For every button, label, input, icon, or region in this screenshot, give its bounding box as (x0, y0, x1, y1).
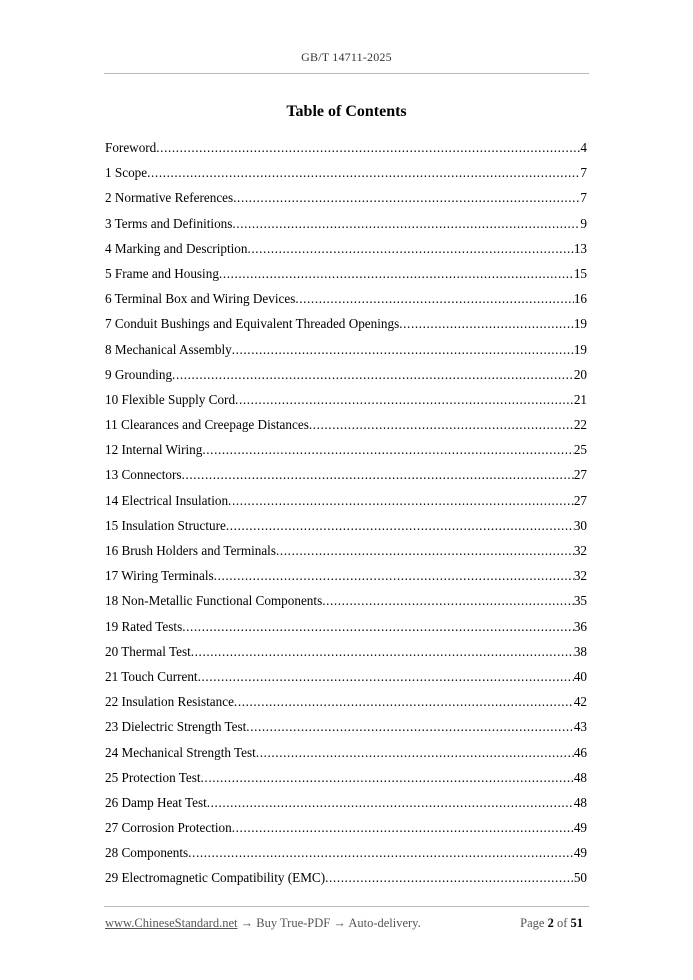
toc-entry-page: 38 (573, 643, 587, 659)
standard-code: GB/T 14711-2025 (301, 50, 392, 64)
toc-entry-page: 19 (573, 316, 587, 332)
toc-entry[interactable] (105, 265, 587, 290)
toc-entry[interactable] (105, 668, 587, 693)
toc-entry-page: 27 (573, 492, 587, 508)
toc-entry-page: 19 (573, 341, 587, 357)
arrow-right-icon: → (333, 916, 346, 930)
toc-entry-page: 48 (573, 794, 587, 810)
toc-dot-leader (202, 441, 573, 458)
toc-dot-leader (219, 265, 574, 282)
toc-dot-leader (232, 819, 574, 836)
toc-entry-label: 1 Scope (105, 165, 148, 181)
toc-entry-label: 12 Internal Wiring (105, 442, 203, 458)
toc-entry-page: 22 (573, 417, 587, 433)
toc-dot-leader (198, 668, 574, 685)
toc-entry[interactable] (105, 542, 587, 567)
toc-entry-label: 24 Mechanical Strength Test (105, 744, 256, 760)
toc-entry-label: 13 Connectors (105, 467, 182, 483)
toc-entry[interactable] (105, 164, 587, 189)
toc-entry[interactable] (105, 819, 587, 844)
buy-true-pdf-text: Buy True-PDF (256, 916, 331, 930)
toc-entry-page: 43 (573, 719, 587, 735)
toc-dot-leader (207, 794, 574, 811)
toc-dot-leader (182, 466, 574, 483)
toc-entry-page: 32 (573, 543, 587, 558)
toc-dot-leader (191, 643, 574, 660)
toc-entry-label: 14 Electrical Insulation (105, 492, 229, 508)
footer-promo (105, 916, 421, 931)
toc-entry-label: 7 Conduit Bushings and Equivalent Threaded Openings (105, 316, 400, 332)
toc-entry-page: 7 (580, 190, 587, 206)
toc-entry-page: 9 (580, 215, 587, 231)
site-link[interactable]: www.ChineseStandard.net (105, 916, 238, 930)
toc-entry-label: 5 Frame and Housing (105, 265, 219, 281)
header-divider (104, 73, 589, 74)
toc-dot-leader (228, 492, 574, 509)
toc-entry-label: 23 Dielectric Strength Test (105, 719, 247, 735)
toc-entry-page: 20 (573, 366, 587, 382)
toc-entry-page: 49 (573, 845, 587, 861)
toc-entry-label: Foreword (105, 140, 157, 155)
toc-dot-leader (295, 290, 573, 307)
toc-entry[interactable] (105, 416, 587, 441)
toc-entry[interactable] (105, 567, 587, 592)
toc-entry-page: 16 (573, 291, 587, 307)
toc-entry[interactable] (105, 366, 587, 391)
toc-dot-leader (172, 366, 574, 383)
toc-dot-leader (156, 139, 580, 156)
page-title: Table of Contents (286, 103, 407, 120)
footer-divider (104, 906, 589, 907)
toc-entry[interactable] (105, 693, 587, 718)
table-of-contents (105, 139, 587, 895)
toc-entry[interactable] (105, 744, 587, 769)
toc-entry-label: 18 Non-Metallic Functional Components (105, 593, 323, 609)
page-current: 2 (547, 916, 554, 930)
toc-entry-label: 8 Mechanical Assembly (105, 341, 232, 357)
toc-entry-label: 29 Electromagnetic Compatibility (EMC) (105, 870, 326, 886)
toc-entry-label: 3 Terms and Definitions (105, 215, 233, 231)
toc-entry[interactable] (105, 844, 587, 869)
toc-entry-label: 22 Insulation Resistance (105, 694, 234, 710)
toc-entry[interactable] (105, 466, 587, 491)
toc-entry-label: 25 Protection Test (105, 769, 201, 785)
toc-dot-leader (247, 240, 573, 257)
toc-entry-label: 27 Corrosion Protection (105, 820, 232, 836)
toc-entry-label: 10 Flexible Supply Cord (105, 391, 236, 407)
toc-entry[interactable] (105, 618, 587, 643)
toc-dot-leader (233, 189, 580, 206)
toc-entry-label: 20 Thermal Test (105, 643, 191, 659)
toc-dot-leader (256, 744, 574, 761)
toc-entry-label: 26 Damp Heat Test (105, 794, 207, 810)
toc-entry[interactable] (105, 869, 587, 894)
toc-entry-page: 49 (573, 820, 587, 836)
toc-entry[interactable] (105, 290, 587, 315)
toc-entry[interactable] (105, 718, 587, 743)
page-label: Page (520, 916, 545, 930)
toc-dot-leader (232, 215, 580, 232)
toc-entry[interactable] (105, 215, 587, 240)
running-header (0, 50, 693, 65)
toc-entry-label: 6 Terminal Box and Wiring Devices (105, 291, 296, 307)
toc-entry-page: 7 (580, 165, 587, 181)
toc-entry[interactable] (105, 643, 587, 668)
toc-dot-leader (276, 542, 574, 559)
arrow-right-icon: → (240, 916, 254, 930)
toc-entry-label: 28 Components (105, 845, 189, 861)
toc-dot-leader (188, 844, 574, 861)
toc-entry[interactable] (105, 189, 587, 214)
toc-dot-leader (201, 769, 574, 786)
toc-entry[interactable] (105, 794, 587, 819)
toc-dot-leader (246, 718, 574, 735)
toc-entry[interactable] (105, 592, 587, 617)
toc-dot-leader (399, 315, 574, 332)
toc-entry-label: 11 Clearances and Creepage Distances (105, 417, 309, 433)
toc-entry-label: 9 Grounding (105, 366, 173, 382)
toc-dot-leader (322, 592, 574, 609)
toc-dot-leader (226, 517, 574, 534)
toc-dot-leader (182, 618, 574, 635)
toc-entry-page: 21 (573, 391, 587, 407)
toc-entry[interactable] (105, 341, 587, 366)
auto-delivery-text: Auto-delivery. (348, 916, 421, 930)
toc-entry-page: 36 (573, 618, 587, 634)
page-number (520, 916, 583, 931)
toc-entry-page: 48 (573, 769, 587, 785)
toc-entry-label: 2 Normative References (105, 190, 234, 206)
toc-dot-leader (309, 416, 574, 433)
toc-entry-page: 15 (573, 265, 587, 281)
toc-entry-label: 15 Insulation Structure (105, 517, 226, 533)
toc-entry-label: 21 Touch Current (105, 668, 198, 684)
toc-entry-page: 46 (573, 744, 587, 760)
toc-entry-page: 27 (573, 467, 587, 483)
toc-dot-leader (147, 164, 580, 181)
page-total: 51 (570, 916, 583, 930)
toc-entry[interactable] (105, 315, 587, 340)
toc-entry[interactable] (105, 240, 587, 265)
toc-entry-label: 17 Wiring Terminals (105, 568, 214, 584)
toc-dot-leader (214, 567, 574, 584)
toc-entry[interactable] (105, 139, 587, 164)
toc-entry-page: 40 (573, 668, 587, 684)
toc-entry[interactable] (105, 517, 587, 542)
toc-entry[interactable] (105, 769, 587, 794)
toc-dot-leader (325, 869, 574, 886)
toc-dot-leader (235, 391, 574, 408)
toc-entry-label: 4 Marking and Description (105, 240, 248, 256)
toc-entry[interactable] (105, 492, 587, 517)
toc-dot-leader (232, 341, 574, 358)
toc-entry[interactable] (105, 391, 587, 416)
toc-entry-label: 19 Rated Tests (105, 618, 183, 634)
toc-entry-page: 30 (573, 517, 587, 533)
toc-entry-page: 25 (573, 442, 587, 458)
toc-entry-label: 16 Brush Holders and Terminals (105, 543, 276, 558)
toc-entry[interactable] (105, 441, 587, 466)
of-label: of (556, 916, 568, 930)
toc-entry-page: 42 (573, 694, 587, 710)
toc-entry-page: 13 (573, 240, 587, 256)
toc-dot-leader (234, 693, 574, 710)
toc-entry-page: 50 (573, 870, 587, 886)
toc-entry-page: 35 (573, 593, 587, 609)
toc-entry-page: 32 (573, 568, 587, 584)
toc-entry-page: 4 (580, 140, 587, 155)
